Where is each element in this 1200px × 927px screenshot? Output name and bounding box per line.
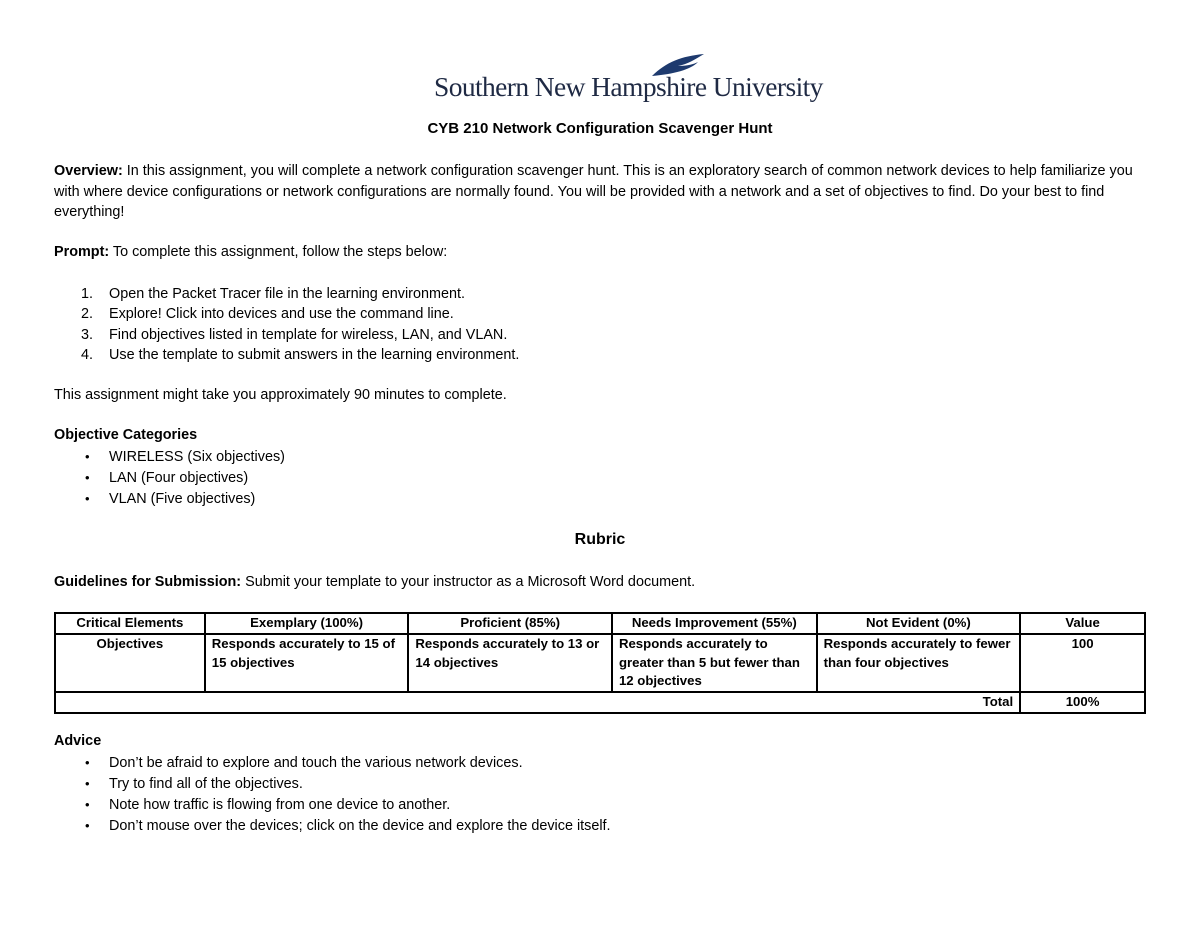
snhu-logo [434,52,823,104]
bullet-icon: • [85,755,90,770]
step-number: 2. [81,306,94,323]
prompt-text: To complete this assignment, follow the steps below: [109,244,448,260]
table-header-row [55,613,1145,634]
step-number: 4. [81,346,94,363]
prompt-paragraph [54,242,1144,263]
overview-label: Overview: [54,163,123,179]
bullet-icon: • [85,818,90,833]
guidelines-label: Guidelines for Submission: [54,574,242,590]
table-cell: Objectives [55,634,205,692]
step-text: Open the Packet Tracer file in the learning environment. [109,286,465,302]
list-item [54,447,1144,468]
list-item [54,284,1144,304]
objective-categories-list [54,447,1144,510]
table-cell: Responds accurately to fewer than four objectives [817,634,1021,692]
advice-text: Try to find all of the objectives. [109,776,303,792]
list-item [54,304,1144,324]
list-item [54,774,1144,795]
column-header: Needs Improvement (55%) [612,613,817,634]
column-header: Critical Elements [55,613,205,634]
list-item [54,345,1144,365]
duration-text: This assignment might take you approximately 90 minutes to complete. [54,387,507,403]
step-text: Explore! Click into devices and use the command line. [109,306,454,323]
guidelines-text: Submit your template to your instructor as a Microsoft Word document. [241,574,696,590]
rubric-title: Rubric [574,531,626,548]
document-title: CYB 210 Network Configuration Scavenger Hunt [427,120,773,137]
bullet-icon: • [85,491,90,506]
total-value: 100% [1020,692,1145,713]
bullet-icon: • [85,449,90,464]
step-number: 3. [81,326,94,343]
list-item [54,795,1144,816]
step-number: 1. [81,286,94,302]
table-cell: 100 [1020,634,1145,692]
guidelines-paragraph [54,572,1144,593]
table-cell: Responds accurately to 13 or 14 objectives [408,634,612,692]
advice-text: Don’t mouse over the devices; click on the device and explore the device itself. [109,818,611,834]
column-header: Not Evident (0%) [817,613,1021,634]
table-cell: Responds accurately to greater than 5 but fewer than 12 objectives [612,634,817,692]
list-item [54,325,1144,345]
column-header: Value [1020,613,1145,634]
list-item [54,468,1144,489]
steps-list [54,284,1144,365]
bullet-icon: • [85,797,90,812]
list-item [54,489,1144,510]
column-header: Exemplary (100%) [205,613,409,634]
advice-text: Note how traffic is flowing from one device to another. [109,797,451,813]
logo-wordmark: Southern New Hampshire University [434,71,823,102]
list-item [54,753,1144,774]
category-text: LAN (Four objectives) [109,470,249,486]
objective-categories-heading: Objective Categories [54,427,198,443]
overview-paragraph [54,161,1144,223]
bullet-icon: • [85,470,90,485]
step-text: Use the template to submit answers in the learning environment. [109,346,520,363]
column-header: Proficient (85%) [408,613,612,634]
total-label: Total [55,692,1020,713]
table-cell: Responds accurately to 15 of 15 objectives [205,634,409,692]
overview-text: In this assignment, you will complete a network configuration scavenger hunt. This is an exploratory search of common network devices to help familiarize you with where device configurations or network configurations are normally found. You will be provided with a network and a set of objectives to find. Do your best to find everything! [54,163,1133,220]
category-text: WIRELESS (Six objectives) [109,449,285,465]
bullet-icon: • [85,776,90,791]
advice-list [54,753,1144,837]
advice-text: Don’t be afraid to explore and touch the various network devices. [109,755,523,771]
advice-heading: Advice [54,733,102,749]
step-text: Find objectives listed in template for wireless, LAN, and VLAN. [109,326,508,343]
total-row [55,692,1145,713]
category-text: VLAN (Five objectives) [109,491,256,507]
rubric-table [54,612,1146,714]
list-item [54,816,1144,837]
table-row [55,634,1145,692]
prompt-label: Prompt: [54,244,110,260]
